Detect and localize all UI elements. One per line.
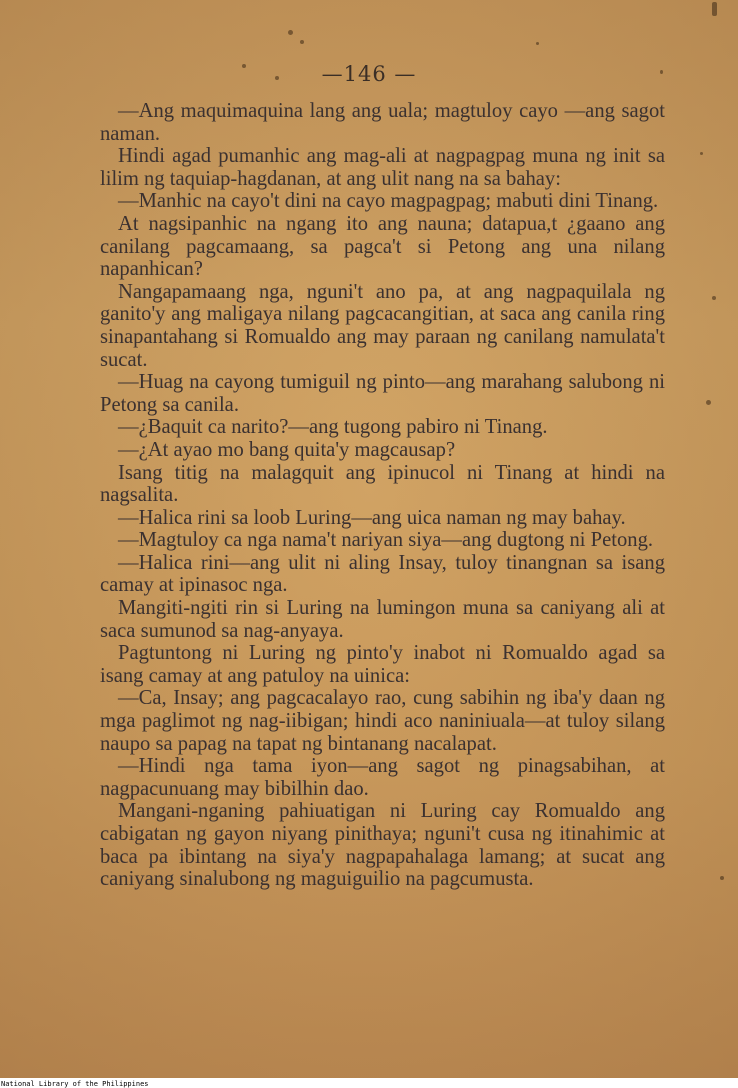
ink-speck	[536, 42, 539, 45]
ink-speck	[720, 876, 724, 880]
paragraph: —¿Baquit ca narito?—ang tugong pabiro ni Tinang.	[118, 416, 548, 439]
paragraph: Hindi agad pumanhic ang mag-ali at nagpagpag muna ng init sa lilim ng taquiap-hagdanan, at ang ulit nang na sa bahay:	[100, 145, 665, 190]
paragraph: Pagtuntong ni Luring ng pinto'y inabot ni Romualdo agad sa isang camay at ang patuloy na uinica:	[100, 642, 665, 687]
paragraph: —Manhic na cayo't dini na cayo magpagpag; mabuti dini Tinang.	[118, 190, 659, 213]
ink-speck	[712, 296, 716, 300]
ink-speck	[706, 400, 711, 405]
ink-speck	[712, 2, 717, 16]
paragraph: —Ang maquimaquina lang ang uala; magtuloy cayo —ang sagot naman.	[100, 100, 665, 145]
library-credit: National Library of the Philippines	[1, 1080, 149, 1088]
paragraph: —Magtuloy ca nga nama't nariyan siya—ang dugtong ni Petong.	[118, 529, 654, 552]
ink-speck	[300, 40, 304, 44]
paragraph: —¿At ayao mo bang quita'y magcausap?	[118, 438, 456, 461]
paragraph: At nagsipanhic na ngang ito ang nauna; datapua,t ¿gaano ang canilang pagcamaang, sa pagca't si Petong ang una nilang napanhican?	[100, 212, 665, 281]
paragraph: Mangiti-ngiti rin si Luring na lumingon muna sa caniyang ali at saca sumunod sa nag-anyaya.	[100, 597, 665, 642]
body-text	[100, 100, 665, 891]
paragraph: —Hindi nga tama iyon—ang sagot ng pinagsabihan, at nagpacunuang may bibilhin dao.	[100, 755, 665, 800]
paragraph: —Huag na cayong tumiguil ng pinto—ang marahang salubong ni Petong sa canila.	[100, 371, 665, 416]
paragraph: Nangapamaang nga, nguni't ano pa, at ang nagpaquilala ng ganito'y ang maligaya nilang pagcacangitian, at saca ang canila ring sinapantahang si Romualdo ang may paraan ng canilang namulata't sucat.	[100, 280, 665, 371]
paragraph: Isang titig na malagquit ang ipinucol ni Tinang at hindi na nagsalita.	[100, 461, 665, 507]
page-number: —146 —	[321, 62, 417, 86]
paragraph: —Halica rini sa loob Luring—ang uica naman ng may bahay.	[118, 506, 626, 529]
paragraph: —Ca, Insay; ang pagcacalayo rao, cung sabihin ng iba'y daan ng mga paglimot ng nag-iibigan; hindi aco naniniuala—at tuloy silang naupo sa papag na tapat ng bintanang nacalapat.	[100, 687, 665, 755]
ink-speck	[700, 152, 703, 155]
paragraph: —Halica rini—ang ulit ni aling Insay, tuloy tinangnan sa isang camay at ipinasoc nga.	[100, 551, 665, 597]
paragraph: Mangani-nganing pahiuatigan ni Luring cay Romualdo ang cabigatan ng gayon niyang pinithaya; nguni't cusa ng itinahimic at baca pa ibintang na siya'y nagpapahalaga lamang; at sucat ang caniyang sinalubong ng maguiguilio na pagcumusta.	[100, 800, 665, 891]
ink-speck	[288, 30, 293, 35]
